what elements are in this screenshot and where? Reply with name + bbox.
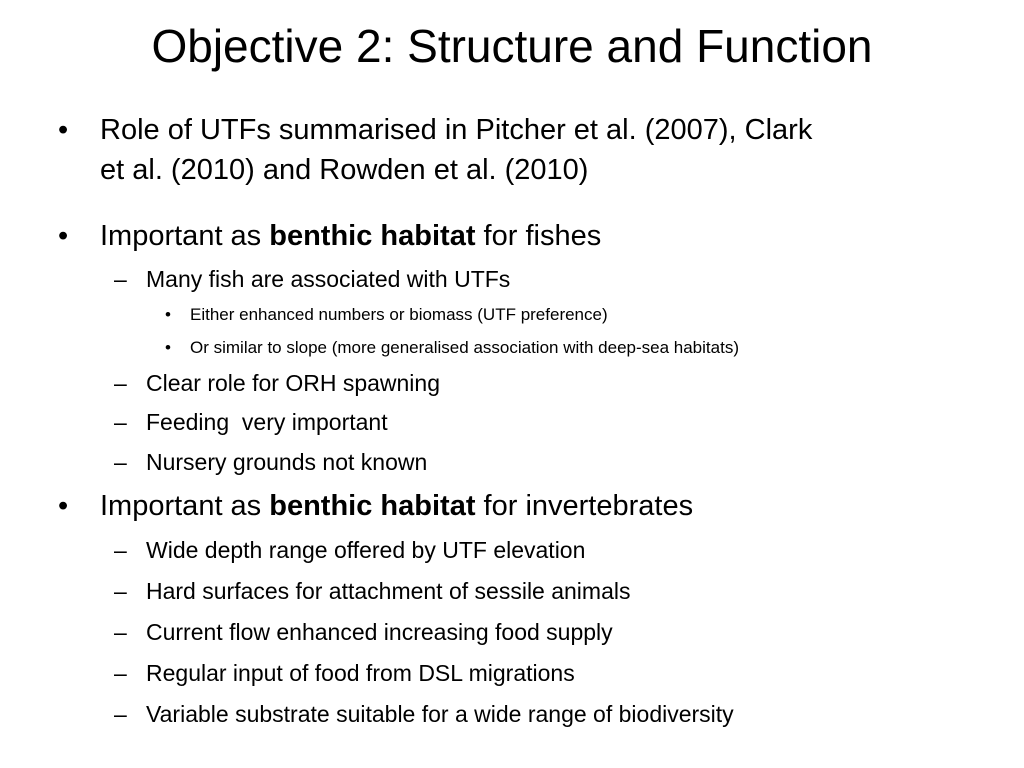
sub-item-text: Regular input of food from DSL migrations <box>146 660 575 686</box>
dash-marker: – <box>114 578 127 604</box>
sub-item-text: Nursery grounds not known <box>146 449 428 475</box>
bold-term: benthic habitat <box>269 490 476 522</box>
bullet-text: Important as benthic habitat for fishes <box>100 220 602 252</box>
sub-item-text: Feeding very important <box>146 409 388 435</box>
dash-marker: – <box>114 266 127 292</box>
dash-marker: – <box>114 701 127 727</box>
bold-term: benthic habitat <box>269 220 476 252</box>
bullet-marker: • <box>58 220 69 252</box>
dash-marker: – <box>114 660 127 686</box>
dash-marker: – <box>114 619 127 645</box>
bullet-marker: • <box>58 490 69 522</box>
sub-item-text: Current flow enhanced increasing food supply <box>146 619 613 645</box>
sub-item-text: Clear role for ORH spawning <box>146 370 441 396</box>
dash-marker: – <box>114 537 127 563</box>
bullet-text-continued: et al. (2010) and Rowden et al. (2010) <box>100 154 589 186</box>
bullet-marker: • <box>165 338 171 357</box>
bullet-marker: • <box>165 305 171 324</box>
dash-marker: – <box>114 409 127 435</box>
sub-item-text: Wide depth range offered by UTF elevation <box>146 537 586 563</box>
dash-marker: – <box>114 449 127 475</box>
bullet-marker: • <box>58 114 69 146</box>
dash-marker: – <box>114 370 127 396</box>
slide-title: Objective 2: Structure and Function <box>151 20 873 72</box>
sub-item-text: Variable substrate suitable for a wide range of biodiversity <box>146 701 734 727</box>
bullet-text: Role of UTFs summarised in Pitcher et al. (2007), Clark <box>100 114 813 146</box>
bullet-text: Important as benthic habitat for invertebrates <box>100 490 694 522</box>
sub-sub-item-text: Or similar to slope (more generalised association with deep-sea habitats) <box>190 338 739 357</box>
sub-item-text: Many fish are associated with UTFs <box>146 266 511 292</box>
sub-sub-item-text: Either enhanced numbers or biomass (UTF preference) <box>190 305 608 324</box>
sub-item-text: Hard surfaces for attachment of sessile animals <box>146 578 631 604</box>
